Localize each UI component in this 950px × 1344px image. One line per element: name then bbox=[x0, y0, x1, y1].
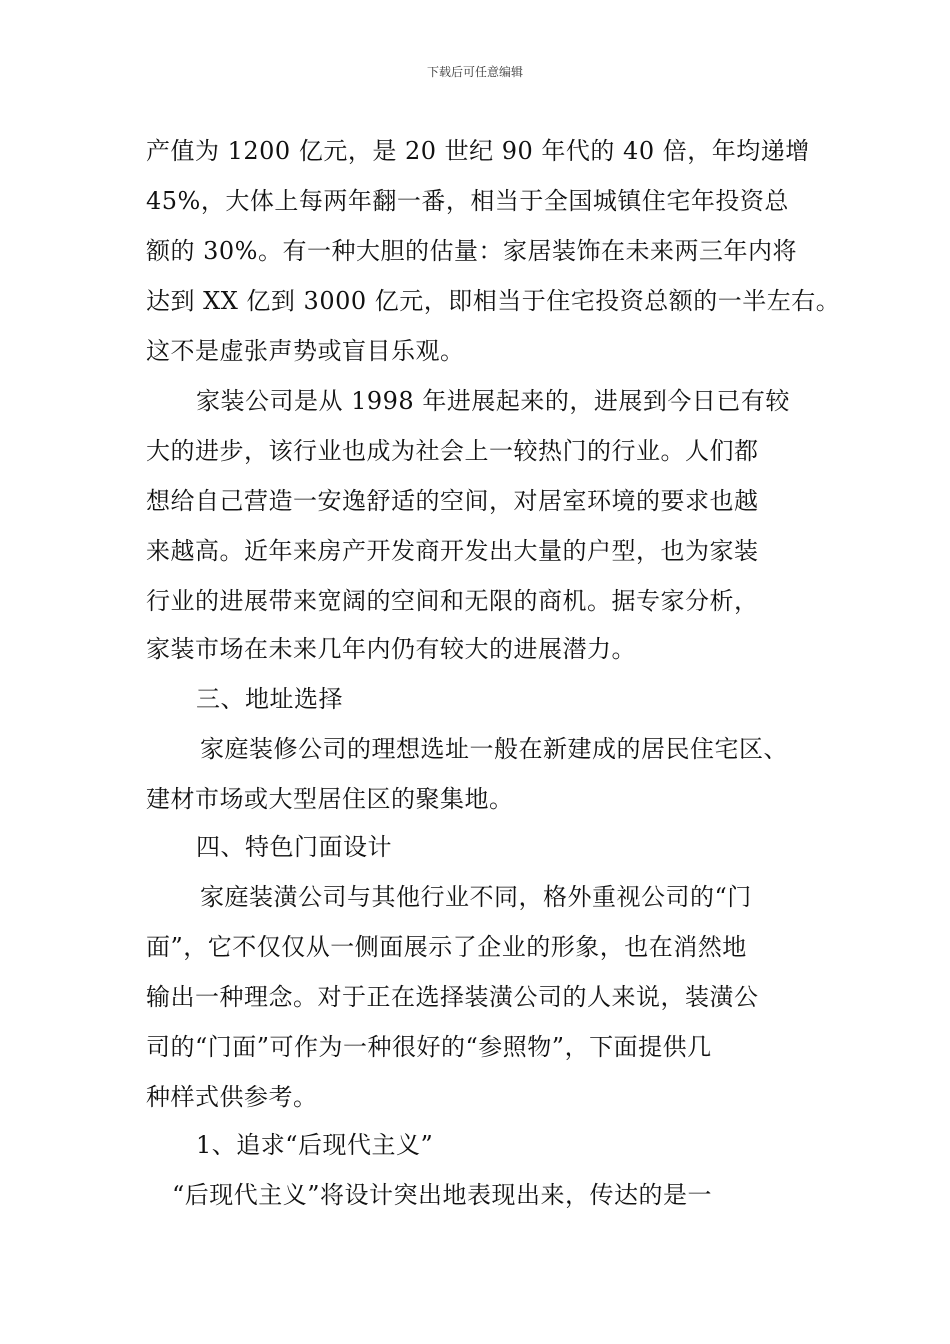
page-header: 下载后可任意编辑 bbox=[426, 65, 523, 79]
paragraph-line: 种样式供参考。 bbox=[146, 1083, 318, 1111]
paragraph-line: 面”，它不仅仅从一侧面展示了企业的形象，也在消然地 bbox=[146, 933, 747, 961]
paragraph-line: 家装市场在未来几年内仍有较大的进展潜力。 bbox=[146, 635, 636, 663]
paragraph-line: 家庭装潢公司与其他行业不同，格外重视公司的“门 bbox=[200, 883, 752, 911]
paragraph-line: 达到 XX 亿到 3000 亿元，即相当于住宅投资总额的一半左右。 bbox=[146, 287, 841, 315]
paragraph-line: 司的“门面”可作为一种很好的“参照物”，下面提供几 bbox=[146, 1033, 712, 1061]
paragraph-line: 这不是虚张声势或盲目乐观。 bbox=[146, 337, 465, 365]
paragraph-line: 想给自己营造一安逸舒适的空间，对居室环境的要求也越 bbox=[146, 487, 759, 515]
paragraph-line: “后现代主义”将设计突出地表现出来，传达的是一 bbox=[172, 1181, 713, 1209]
paragraph-line: 来越高。近年来房产开发商开发出大量的户型，也为家装 bbox=[146, 537, 759, 565]
paragraph-line: 家庭装修公司的理想选址一般在新建成的居民住宅区、 bbox=[200, 735, 788, 763]
section-heading: 四、特色门面设计 bbox=[196, 833, 392, 861]
paragraph-line: 建材市场或大型居住区的聚集地。 bbox=[146, 785, 514, 813]
paragraph-line: 大的进步，该行业也成为社会上一较热门的行业。人们都 bbox=[146, 437, 759, 465]
subsection-heading: 1、追求“后现代主义” bbox=[196, 1131, 434, 1159]
paragraph-line: 45%，大体上每两年翻一番，相当于全国城镇住宅年投资总 bbox=[146, 187, 789, 215]
section-heading: 三、地址选择 bbox=[196, 685, 343, 713]
paragraph-line: 输出一种理念。对于正在选择装潢公司的人来说，装潢公 bbox=[146, 983, 759, 1011]
paragraph-line: 行业的进展带来宽阔的空间和无限的商机。据专家分析， bbox=[146, 587, 759, 615]
paragraph-line: 额的 30%。有一种大胆的估量：家居装饰在未来两三年内将 bbox=[146, 237, 797, 265]
paragraph-line: 产值为 1200 亿元，是 20 世纪 90 年代的 40 倍，年均递增 bbox=[146, 137, 810, 165]
paragraph-line: 家装公司是从 1998 年进展起来的，进展到今日已有较 bbox=[196, 387, 790, 415]
